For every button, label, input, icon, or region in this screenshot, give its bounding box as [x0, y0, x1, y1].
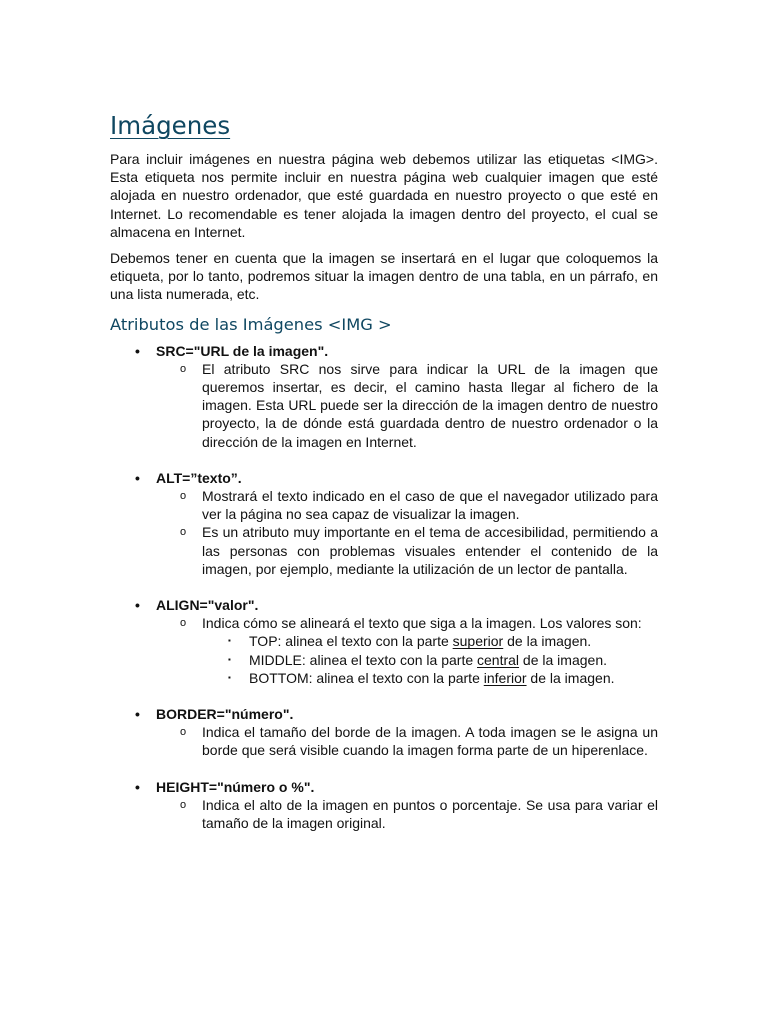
align-value-keyword: inferior: [483, 669, 527, 686]
document-content: [110, 106, 658, 832]
bullet-icon: •: [135, 597, 140, 614]
circle-bullet-icon: o: [180, 362, 187, 375]
square-bullet-icon: ▪: [228, 672, 231, 682]
square-bullet-icon: ▪: [228, 654, 231, 664]
attribute-description: Indica el alto de la imagen en puntos o porcentaje. Se usa para variar el tamaño de la imagen original.: [202, 796, 658, 832]
list-item: [156, 523, 658, 578]
align-value-bottom: [156, 669, 658, 687]
attribute-title: HEIGHT="número o %".: [156, 778, 315, 795]
align-value-text: de la imagen.: [519, 651, 607, 668]
attribute-description: El atributo SRC nos sirve para indicar la URL de la imagen que queremos insertar, es decir, el camino hasta llegar al fichero de la imagen. Esta URL puede ser la dirección de la imagen dentro de nuestro proyecto, la de dónde está guardada dentro de nuestro ordenador o la dirección de la imagen en Internet.: [202, 360, 658, 450]
attribute-list: [110, 342, 658, 833]
list-item: [156, 360, 658, 451]
attribute-description: Es un atributo muy importante en el tema de accesibilidad, permitiendo a las personas con problemas visuales entender el contenido de la imagen, por ejemplo, mediante la utilización de un lector de pantalla.: [202, 524, 658, 577]
attribute-description: Mostrará el texto indicado en el caso de que el navegador utilizado para ver la página no sea capaz de visualizar la imagen.: [202, 488, 658, 523]
attribute-height: [110, 778, 658, 833]
list-item: [156, 723, 658, 759]
list-item: [156, 487, 658, 523]
section-heading: Atributos de las Imágenes <IMG >: [110, 314, 392, 334]
attribute-border: [110, 705, 658, 760]
attribute-title: ALT=”texto”.: [156, 469, 242, 486]
align-value-text: BOTTOM: alinea el texto con la parte: [249, 669, 484, 686]
list-item: [156, 796, 658, 832]
align-value-middle: [156, 651, 658, 669]
circle-bullet-icon: o: [180, 726, 187, 739]
intro-paragraph-1: Para incluir imágenes en nuestra página web debemos utilizar las etiquetas <IMG>. Esta etiqueta nos permite incluir en nuestra página web cualquier imagen que esté alojada en nuestro ordenador, que esté guardada en nuestro proyecto o que esté en Internet. Lo recomendable es tener alojada la imagen dentro del proyecto, el cual se almacena en Internet.: [110, 151, 658, 240]
align-value-keyword: superior: [452, 633, 504, 650]
intro-paragraph-2: Debemos tener en cuenta que la imagen se insertará en el lugar que coloquemos la etiqueta, por lo tanto, podremos situar la imagen dentro de una tabla, en un párrafo, en una lista numerada, etc.: [110, 250, 658, 303]
bullet-icon: •: [135, 706, 140, 723]
page-title: Imágenes: [110, 111, 231, 140]
align-value-text: TOP: alinea el texto con la parte: [249, 633, 453, 650]
attribute-alt: [110, 469, 658, 578]
list-item: [156, 614, 658, 632]
attribute-align: [110, 596, 658, 687]
align-value-keyword: central: [477, 651, 520, 668]
align-value-text: de la imagen.: [526, 669, 615, 686]
align-value-text: de la imagen.: [503, 633, 592, 650]
align-value-top: [156, 632, 658, 650]
circle-bullet-icon: o: [180, 798, 187, 811]
circle-bullet-icon: o: [180, 617, 187, 630]
align-value-text: MIDDLE: alinea el texto con la parte: [249, 651, 478, 668]
attribute-description: Indica el tamaño del borde de la imagen. A toda imagen se le asigna un borde que será visible cuando la imagen forma parte de un hiperenlace.: [202, 724, 658, 759]
attribute-title: BORDER="número".: [156, 706, 294, 723]
circle-bullet-icon: o: [180, 526, 187, 539]
attribute-src: [110, 342, 658, 451]
attribute-description: Indica cómo se alineará el texto que siga a la imagen. Los valores son:: [202, 615, 642, 632]
bullet-icon: •: [135, 778, 140, 795]
bullet-icon: •: [135, 342, 140, 359]
attribute-title: SRC="URL de la imagen".: [156, 342, 329, 359]
attribute-title: ALIGN="valor".: [156, 597, 259, 614]
bullet-icon: •: [135, 469, 140, 486]
circle-bullet-icon: o: [180, 490, 187, 503]
square-bullet-icon: ▪: [228, 636, 231, 646]
